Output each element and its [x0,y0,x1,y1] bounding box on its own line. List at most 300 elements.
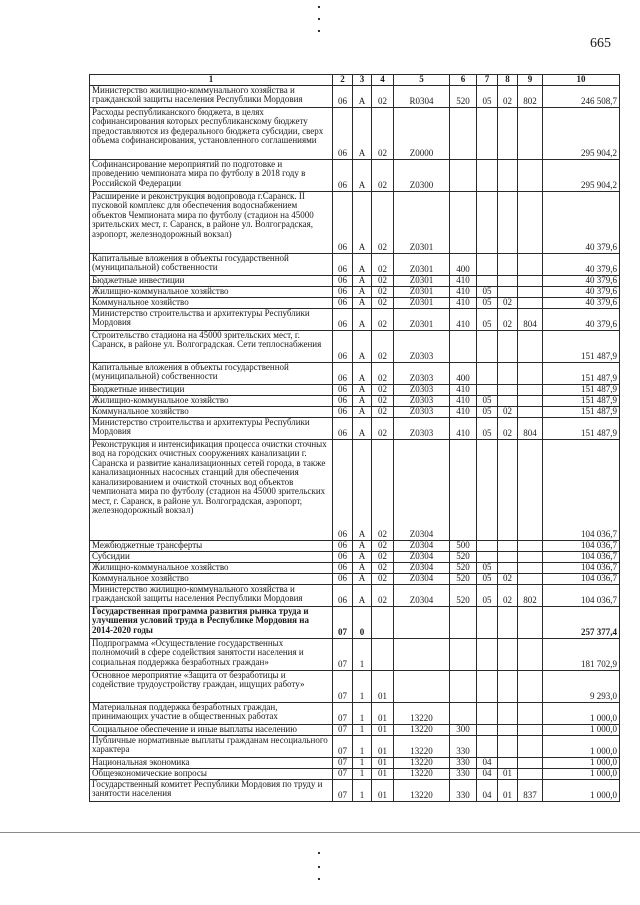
cell-podrazdel [498,702,518,724]
header-cell: 9 [518,75,543,86]
cell-expense-type: 410 [450,417,477,439]
cell-event: 02 [372,286,394,297]
cell-podrazdel [498,638,518,670]
cell-direction: 13220 [394,757,450,768]
table-body [90,75,620,802]
cell-razdel [477,670,498,702]
cell-expense-type: 520 [450,85,477,107]
cell-podrazdel [498,670,518,702]
cell-amount: 104 036,7 [543,584,620,606]
cell-expense-type [450,107,477,159]
cell-ministry [518,768,543,779]
header-cell: 7 [477,75,498,86]
cell-subprogram: А [353,551,372,562]
cell-section: 06 [333,573,353,584]
cell-amount: 104 036,7 [543,562,620,573]
cell-name: Основное мероприятие «Защита от безработицы и содействие трудоустройству граждан, ищущих работу» [90,670,333,702]
scan-border-line [0,832,640,833]
cell-ministry [518,724,543,735]
cell-section: 07 [333,606,353,638]
table-row [90,757,620,768]
cell-amount: 40 379,6 [543,253,620,275]
punch-hole [318,18,320,20]
cell-direction: Z0304 [394,551,450,562]
cell-direction [394,670,450,702]
cell-direction: Z0301 [394,275,450,286]
cell-amount: 40 379,6 [543,191,620,253]
cell-direction: Z0304 [394,562,450,573]
cell-section: 06 [333,275,353,286]
punch-hole [318,6,320,8]
cell-expense-type: 410 [450,406,477,417]
cell-section: 06 [333,330,353,362]
table-row [90,735,620,757]
cell-direction: Z0000 [394,107,450,159]
cell-amount: 1 000,0 [543,702,620,724]
cell-ministry: 802 [518,584,543,606]
cell-subprogram: 1 [353,768,372,779]
cell-ministry [518,439,543,540]
cell-ministry [518,551,543,562]
cell-name: Софинансирование мероприятий по подготовке и проведению чемпионата мира по футболу в 2018 году в Российской Федерации [90,159,333,191]
table-row [90,540,620,551]
cell-name: Реконструкция и интенсификация процесса очистки сточных вод на городских очистных сооружениях канализации г. Саранска и развитие канализационных сетей города, в также канализационных насосных станций для обеспечения канализированием и очисткой сточных вод объектов чемпионата мира по футболу (стадион на 45000 зрительских мест, г. Саранск, в районе ул. Волгоградская, аэропорт, железнодорожный вокзал) [90,439,333,540]
cell-amount: 1 000,0 [543,779,620,801]
cell-event: 02 [372,406,394,417]
cell-expense-type: 330 [450,735,477,757]
cell-expense-type: 410 [450,275,477,286]
cell-direction: 13220 [394,768,450,779]
cell-subprogram: А [353,540,372,551]
cell-expense-type: 410 [450,308,477,330]
cell-ministry [518,406,543,417]
cell-direction: Z0301 [394,308,450,330]
table-row [90,191,620,253]
cell-podrazdel [498,107,518,159]
cell-razdel [477,702,498,724]
table-row [90,779,620,801]
cell-event: 02 [372,362,394,384]
cell-razdel [477,107,498,159]
cell-podrazdel [498,551,518,562]
cell-name: Национальная экономика [90,757,333,768]
cell-subprogram: 1 [353,779,372,801]
cell-razdel: 05 [477,395,498,406]
cell-razdel [477,540,498,551]
cell-section: 06 [333,584,353,606]
cell-subprogram: А [353,253,372,275]
cell-razdel: 04 [477,779,498,801]
cell-event: 02 [372,417,394,439]
cell-podrazdel [498,253,518,275]
cell-podrazdel [498,362,518,384]
cell-amount: 151 487,9 [543,362,620,384]
cell-subprogram: А [353,85,372,107]
cell-ministry [518,330,543,362]
cell-event: 02 [372,159,394,191]
cell-ministry: 837 [518,779,543,801]
cell-expense-type [450,330,477,362]
header-cell: 6 [450,75,477,86]
cell-name: Расходы республиканского бюджета, в целях софинансирования которых республиканскому бюджету предоставляются из федерального бюджета субсидии, сверх объема софинансирования, установленного соглашениями [90,107,333,159]
cell-direction: 13220 [394,702,450,724]
cell-ministry [518,275,543,286]
cell-expense-type: 410 [450,395,477,406]
cell-section: 07 [333,702,353,724]
header-cell: 10 [543,75,620,86]
cell-name: Общеэкономические вопросы [90,768,333,779]
cell-subprogram: А [353,107,372,159]
cell-razdel: 04 [477,768,498,779]
cell-direction: Z0301 [394,191,450,253]
cell-subprogram: А [353,562,372,573]
cell-expense-type: 400 [450,253,477,275]
cell-razdel [477,724,498,735]
cell-section: 07 [333,779,353,801]
cell-ministry [518,606,543,638]
cell-name: Жилищно-коммунальное хозяйство [90,286,333,297]
header-cell: 8 [498,75,518,86]
cell-name: Министерство строительства и архитектуры Республики Мордовия [90,417,333,439]
cell-subprogram: 1 [353,670,372,702]
cell-event: 02 [372,275,394,286]
cell-subprogram: 1 [353,735,372,757]
cell-direction: Z0303 [394,384,450,395]
cell-ministry [518,362,543,384]
cell-razdel: 05 [477,584,498,606]
cell-expense-type: 520 [450,562,477,573]
cell-razdel: 05 [477,406,498,417]
table-row [90,85,620,107]
table-row [90,573,620,584]
cell-expense-type: 410 [450,384,477,395]
cell-subprogram: А [353,417,372,439]
cell-razdel: 05 [477,562,498,573]
cell-ministry [518,573,543,584]
cell-ministry [518,191,543,253]
cell-event: 02 [372,540,394,551]
table-row [90,439,620,540]
cell-section: 07 [333,768,353,779]
cell-event: 02 [372,562,394,573]
cell-podrazdel [498,724,518,735]
table-row [90,297,620,308]
cell-section: 07 [333,670,353,702]
cell-section: 06 [333,406,353,417]
cell-amount: 246 508,7 [543,85,620,107]
cell-direction: Z0304 [394,439,450,540]
cell-subprogram: А [353,159,372,191]
cell-event: 02 [372,253,394,275]
table-row [90,724,620,735]
cell-razdel [477,253,498,275]
cell-ministry [518,735,543,757]
cell-expense-type: 330 [450,757,477,768]
cell-direction: 13220 [394,724,450,735]
cell-subprogram: А [353,297,372,308]
cell-podrazdel [498,159,518,191]
cell-direction: Z0303 [394,395,450,406]
cell-razdel [477,362,498,384]
cell-subprogram: А [353,286,372,297]
cell-ministry [518,107,543,159]
cell-subprogram: А [353,406,372,417]
punch-hole [318,878,320,880]
cell-podrazdel: 02 [498,584,518,606]
table-row [90,362,620,384]
cell-event: 02 [372,107,394,159]
cell-podrazdel: 02 [498,573,518,584]
cell-event: 02 [372,330,394,362]
cell-razdel [477,735,498,757]
cell-section: 06 [333,562,353,573]
cell-razdel [477,551,498,562]
cell-podrazdel [498,384,518,395]
cell-ministry [518,253,543,275]
cell-razdel [477,606,498,638]
cell-name: Субсидии [90,551,333,562]
header-cell: 1 [90,75,333,86]
cell-direction: Z0301 [394,286,450,297]
table-row [90,417,620,439]
cell-section: 07 [333,724,353,735]
cell-subprogram: 1 [353,757,372,768]
cell-event [372,606,394,638]
cell-subprogram: А [353,384,372,395]
table-row [90,584,620,606]
cell-razdel [477,159,498,191]
cell-name: Бюджетные инвестиции [90,275,333,286]
punch-hole [318,30,320,32]
table-row [90,330,620,362]
cell-direction [394,638,450,670]
cell-direction: Z0304 [394,584,450,606]
cell-razdel: 05 [477,417,498,439]
cell-expense-type: 410 [450,286,477,297]
cell-podrazdel [498,330,518,362]
cell-razdel: 05 [477,85,498,107]
cell-podrazdel: 02 [498,417,518,439]
cell-section: 07 [333,638,353,670]
cell-name: Жилищно-коммунальное хозяйство [90,395,333,406]
cell-podrazdel: 02 [498,85,518,107]
cell-razdel [477,330,498,362]
cell-amount: 40 379,6 [543,286,620,297]
table-row [90,768,620,779]
cell-direction [394,606,450,638]
cell-event: 01 [372,779,394,801]
cell-name: Капитальные вложения в объекты государственной (муниципальной) собственности [90,253,333,275]
cell-event: 02 [372,191,394,253]
cell-name: Социальное обеспечение и иные выплаты населению [90,724,333,735]
cell-ministry [518,670,543,702]
cell-expense-type: 500 [450,540,477,551]
cell-direction: Z0303 [394,417,450,439]
cell-direction: Z0304 [394,573,450,584]
cell-razdel [477,191,498,253]
cell-expense-type: 520 [450,551,477,562]
cell-podrazdel [498,757,518,768]
table-row [90,275,620,286]
cell-amount: 151 487,9 [543,395,620,406]
cell-section: 06 [333,395,353,406]
cell-direction: Z0301 [394,253,450,275]
cell-event: 02 [372,297,394,308]
cell-podrazdel [498,395,518,406]
cell-razdel [477,384,498,395]
cell-name: Строительство стадиона на 45000 зрительских мест, г. Саранск, в районе ул. Волгоградская. Сети теплоснабжения [90,330,333,362]
table-row [90,606,620,638]
table-row [90,670,620,702]
cell-podrazdel: 02 [498,297,518,308]
cell-expense-type [450,638,477,670]
table-row [90,406,620,417]
cell-subprogram: 1 [353,702,372,724]
cell-subprogram: А [353,584,372,606]
table-header-row [90,75,620,86]
cell-subprogram: 0 [353,606,372,638]
cell-podrazdel [498,439,518,540]
cell-direction: Z0300 [394,159,450,191]
cell-amount: 9 293,0 [543,670,620,702]
cell-podrazdel: 02 [498,308,518,330]
punch-hole [318,866,320,868]
cell-name: Подпрограмма «Осуществление государственных полномочий в сфере содействия занятости населения и социальная поддержка безработных граждан» [90,638,333,670]
cell-razdel [477,439,498,540]
cell-event: 01 [372,768,394,779]
cell-name: Расширение и реконструкция водопровода г.Саранск. II пусковой комплекс для обеспечения водоснабжением объектов Чемпионата мира по футболу (стадион на 45000 зрительских мест, г. Саранск, в районе ул. Волгоградская, аэропорт, железнодорожный вокзал) [90,191,333,253]
cell-section: 07 [333,757,353,768]
cell-expense-type [450,159,477,191]
header-cell: 4 [372,75,394,86]
cell-direction: 13220 [394,779,450,801]
cell-ministry [518,395,543,406]
cell-expense-type: 330 [450,768,477,779]
cell-amount: 104 036,7 [543,540,620,551]
cell-amount: 104 036,7 [543,551,620,562]
cell-section: 06 [333,85,353,107]
cell-amount: 151 487,9 [543,406,620,417]
cell-podrazdel: 01 [498,768,518,779]
cell-expense-type: 330 [450,779,477,801]
cell-amount: 104 036,7 [543,573,620,584]
cell-ministry [518,638,543,670]
cell-razdel [477,275,498,286]
cell-amount: 151 487,9 [543,330,620,362]
cell-amount: 295 904,2 [543,159,620,191]
cell-amount: 181 702,9 [543,638,620,670]
cell-event [372,638,394,670]
table-row [90,286,620,297]
cell-event: 02 [372,551,394,562]
cell-direction: Z0301 [394,297,450,308]
cell-podrazdel [498,606,518,638]
cell-event: 01 [372,702,394,724]
cell-section: 06 [333,107,353,159]
cell-expense-type: 400 [450,362,477,384]
cell-expense-type [450,606,477,638]
cell-amount: 295 904,2 [543,107,620,159]
cell-name: Государственная программа развития рынка труда и улучшения условий труда в Республике Мордовия на 2014-2020 годы [90,606,333,638]
cell-ministry [518,384,543,395]
cell-subprogram: 1 [353,724,372,735]
cell-podrazdel [498,191,518,253]
cell-podrazdel [498,562,518,573]
cell-section: 06 [333,191,353,253]
cell-razdel [477,638,498,670]
cell-section: 06 [333,297,353,308]
cell-subprogram: А [353,308,372,330]
cell-section: 06 [333,308,353,330]
cell-direction: Z0303 [394,330,450,362]
table-row [90,384,620,395]
cell-ministry [518,159,543,191]
page-number: 665 [590,36,611,51]
cell-name: Министерство жилищно-коммунального хозяйства и гражданской защиты населения Республики Мордовия [90,85,333,107]
cell-section: 06 [333,253,353,275]
cell-subprogram: А [353,191,372,253]
cell-podrazdel [498,286,518,297]
cell-direction: Z0304 [394,540,450,551]
cell-razdel: 04 [477,757,498,768]
cell-ministry: 804 [518,417,543,439]
cell-direction: Z0303 [394,406,450,417]
cell-expense-type: 520 [450,584,477,606]
cell-amount: 257 377,4 [543,606,620,638]
cell-subprogram: А [353,362,372,384]
table-row [90,159,620,191]
cell-ministry [518,702,543,724]
cell-section: 06 [333,439,353,540]
cell-expense-type: 410 [450,297,477,308]
cell-section: 06 [333,384,353,395]
cell-amount: 1 000,0 [543,735,620,757]
cell-event: 01 [372,735,394,757]
cell-name: Государственный комитет Республики Мордовия по труду и занятости населения [90,779,333,801]
cell-section: 06 [333,551,353,562]
cell-razdel: 05 [477,286,498,297]
cell-subprogram: А [353,573,372,584]
table-row [90,107,620,159]
cell-subprogram: 1 [353,638,372,670]
cell-expense-type [450,670,477,702]
cell-amount: 1 000,0 [543,757,620,768]
header-cell: 5 [394,75,450,86]
cell-expense-type [450,702,477,724]
cell-amount: 1 000,0 [543,724,620,735]
header-cell: 3 [353,75,372,86]
cell-name: Министерство строительства и архитектуры Республики Мордовия [90,308,333,330]
cell-name: Капитальные вложения в объекты государственной (муниципальной) собственности [90,362,333,384]
cell-subprogram: А [353,275,372,286]
cell-event: 02 [372,85,394,107]
cell-podrazdel [498,275,518,286]
cell-amount: 104 036,7 [543,439,620,540]
cell-name: Коммунальное хозяйство [90,406,333,417]
cell-subprogram: А [353,330,372,362]
cell-ministry: 802 [518,85,543,107]
cell-amount: 1 000,0 [543,768,620,779]
cell-podrazdel: 01 [498,779,518,801]
cell-name: Бюджетные инвестиции [90,384,333,395]
budget-table [89,74,620,802]
cell-event: 01 [372,757,394,768]
cell-subprogram: А [353,439,372,540]
cell-amount: 40 379,6 [543,275,620,286]
cell-razdel: 05 [477,297,498,308]
cell-expense-type [450,191,477,253]
table-row [90,308,620,330]
